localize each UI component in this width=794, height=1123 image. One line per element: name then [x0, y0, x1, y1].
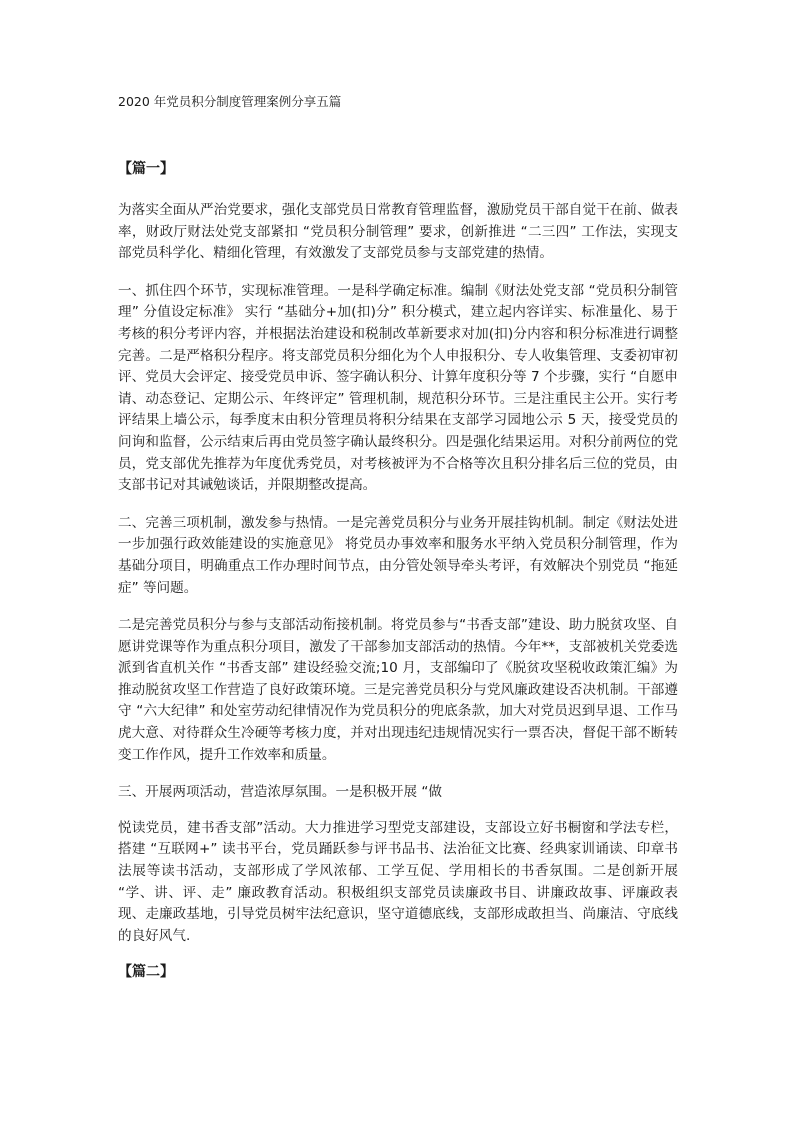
section-heading-2: 【篇二】 [118, 964, 174, 981]
section-heading-1: 【篇一】 [118, 161, 174, 177]
document-title: 2020 年党员积分制度管理案例分享五篇 [118, 94, 342, 109]
paragraph-two-activities-start: 三、开展两项活动，营造浓厚氛围。一是积极开展 “做 [118, 784, 443, 801]
paragraph-second-mechanism: 二是完善党员积分与参与支部活动衔接机制。将党员参与“书香支部”建设、助力脱贫攻坚、自愿讲党课等作为重点积分项目，激发了干部参加支部活动的热情。今年**，支部被机关党委选派到省直机关作 “书香支部” 建设经验交流;10 月，支部编印了《脱贫攻坚税收政策汇编》为推动脱贫攻坚工作营造了良好政策环境。三是完善党员积分与党风廉政建设否决机制。干部遵守 “六大纪律” 和处室劳动纪律情况作为党员积分的兜底条款，加大对党员迟到早退、工作马虎大意、对待群众生冷硬等考核力度，并对出现违纪违规情况实行一票否决，督促干部不断转变工作作风，提升工作效率和质量。 [118, 617, 678, 763]
paragraph-four-links: 一、抓住四个环节，实现标准管理。一是科学确定标准。编制《财法处党支部 “党员积分制管理” 分值设定标准》 实行 “基础分+加(扣)分” 积分模式，建立起内容详实、标准量化、易于考核的积分考评内容，并根据法治建设和税制改革新要求对加(扣)分内容和积分标准进行调整完善。二是严格积分程序。将支部党员积分细化为个人申报积分、专人收集管理、支委初审初评、党员大会评定、接受党员申诉、签字确认积分、计算年度积分等 7 个步骤，实行 “自愿申请、动态登记、定期公示、年终评定” 管理机制，规范积分环节。三是注重民主公开。实行考评结果上墙公示，每季度末由积分管理员将积分结果在支部学习园地公示 5 天，接受党员的问询和监督，公示结束后再由党员签字确认最终积分。四是强化结果运用。对积分前两位的党员，党支部优先推荐为年度优秀党员，对考核被评为不合格等次且积分排名后三位的党员，由支部书记对其诫勉谈话，并限期整改提高。 [118, 282, 678, 494]
paragraph-two-activities-cont: 悦读党员，建书香支部”活动。大力推进学习型党支部建设，支部设立好书橱窗和学法专栏，搭建 “互联网+” 读书平台，党员踊跃参与评书品书、法治征文比赛、经典家训诵读、印章书法展等读书活动，支部形成了学风浓郁、工学互促、学用相长的书香氛围。二是创新开展 “学、讲、评、走” 廉政教育活动。积极组织支部党员读廉政书目、讲廉政故事、评廉政表现、走廉政基地，引导党员树牢法纪意识，坚守道德底线，支部形成敢担当、尚廉洁、守底线的良好风气. [118, 819, 678, 944]
paragraph-intro: 为落实全面从严治党要求，强化支部党员日常教育管理监督，激励党员干部自觉干在前、做表率，财政厅财法处党支部紧扣 “党员积分制管理” 要求，创新推进 “二三四” 工作法，实现支部党员科学化、精细化管理，有效激发了支部党员参与支部党建的热情。 [118, 202, 678, 262]
document-page [118, 94, 678, 1003]
paragraph-three-mechanisms: 二、完善三项机制，激发参与热情。一是完善党员积分与业务开展挂钩机制。制定《财法处进一步加强行政效能建设的实施意见》 将党员办事效率和服务水平纳入党员积分制管理，作为基础分项目，明确重点工作办理时间节点，由分管处领导牵头考评，有效解决个别党员 “拖延症” 等问题。 [118, 514, 678, 596]
